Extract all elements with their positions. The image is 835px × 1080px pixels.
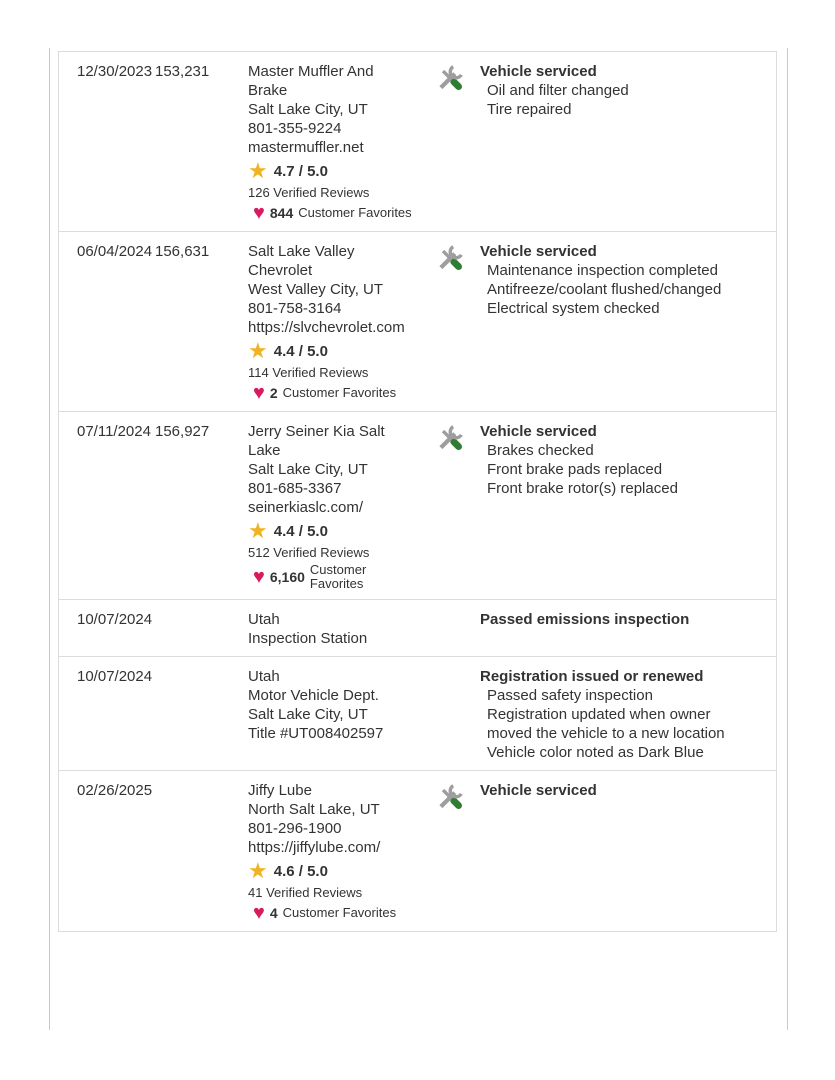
shop-address-block <box>248 62 435 157</box>
event-detail-line: Front brake pads replaced <box>487 461 663 478</box>
star-rating <box>248 859 435 883</box>
heart-icon: ♥ <box>253 902 265 924</box>
service-icon-cell <box>435 781 480 923</box>
event-detail-line: Tire repaired <box>487 101 572 118</box>
service-icon-cell <box>435 422 480 591</box>
shop-rating-block <box>248 339 435 403</box>
shop-detail-line: Lake <box>248 442 281 459</box>
shop-detail-line: West Valley City, UT <box>248 281 384 298</box>
rating-value: 4.7 / 5.0 <box>273 162 328 180</box>
event-title: Vehicle serviced <box>480 782 597 799</box>
shop-info <box>248 62 435 223</box>
shop-detail-line: Jiffy Lube <box>248 782 312 799</box>
event-detail-line: Front brake rotor(s) replaced <box>487 480 678 497</box>
shop-detail-line: Utah <box>248 668 280 685</box>
event-details <box>480 261 768 318</box>
record-comments <box>480 62 768 223</box>
shop-detail-line: Title #UT008402597 <box>248 725 384 742</box>
shop-address-block <box>248 781 435 857</box>
star-icon: ★ <box>248 338 268 363</box>
event-detail-line: Brakes checked <box>487 442 594 459</box>
customer-favorites <box>253 203 435 223</box>
customer-favorites <box>253 903 435 923</box>
wrench-screwdriver-icon <box>435 80 465 97</box>
event-details <box>480 686 768 762</box>
shop-info <box>248 610 435 648</box>
shop-rating-block <box>248 159 435 223</box>
record-mileage: 153,231 <box>155 63 210 80</box>
heart-icon: ♥ <box>253 566 265 588</box>
favorites-count: 2 <box>269 385 278 401</box>
record-date: 02/26/2025 <box>77 782 153 799</box>
favorites-count: 844 <box>269 205 294 221</box>
history-record-row <box>59 770 776 931</box>
star-icon: ★ <box>248 518 268 543</box>
heart-icon: ♥ <box>253 202 265 224</box>
favorites-label: Customer Favorites <box>298 205 412 220</box>
wrench-screwdriver-icon <box>435 440 465 457</box>
history-record-row <box>59 656 776 770</box>
event-details <box>480 441 768 498</box>
history-record-row <box>59 231 776 411</box>
shop-detail-line: 801-685-3367 <box>248 480 342 497</box>
record-mileage <box>155 610 248 648</box>
verified-reviews: 41 Verified Reviews <box>248 885 363 900</box>
shop-detail-line: 801-758-3164 <box>248 300 342 317</box>
star-rating <box>248 339 435 363</box>
vehicle-history-table <box>58 51 777 932</box>
favorites-label: Customer Favorites <box>282 905 397 920</box>
event-title: Vehicle serviced <box>480 63 597 80</box>
shop-detail-line: 801-296-1900 <box>248 820 342 837</box>
wrench-screwdriver-icon <box>435 799 465 816</box>
record-date: 06/04/2024 <box>77 243 153 260</box>
shop-detail-line: mastermuffler.net <box>248 139 364 156</box>
shop-address-block <box>248 610 435 648</box>
event-detail-line: Antifreeze/coolant flushed/changed <box>487 281 722 298</box>
heart-icon: ♥ <box>253 382 265 404</box>
customer-favorites <box>253 563 435 591</box>
favorites-label: Customer Favorites <box>309 562 367 591</box>
shop-address-block <box>248 422 435 517</box>
history-record-row <box>59 411 776 599</box>
verified-reviews: 114 Verified Reviews <box>248 365 369 380</box>
star-icon: ★ <box>248 158 268 183</box>
shop-info <box>248 422 435 591</box>
record-comments <box>480 610 768 648</box>
event-title: Vehicle serviced <box>480 423 597 440</box>
event-detail-line: Maintenance inspection completed <box>487 262 718 279</box>
star-rating <box>248 159 435 183</box>
record-mileage <box>155 667 248 762</box>
shop-detail-line: https://slvchevrolet.com <box>248 319 405 336</box>
history-record-row <box>59 599 776 656</box>
event-detail-line: Registration updated when owner moved the vehicle to a new location <box>487 706 725 742</box>
shop-detail-line: Jerry Seiner Kia Salt <box>248 423 385 440</box>
record-comments <box>480 242 768 403</box>
shop-info <box>248 667 435 762</box>
shop-detail-line: Salt Lake Valley <box>248 243 355 260</box>
shop-detail-line: Salt Lake City, UT <box>248 101 368 118</box>
wrench-screwdriver-icon <box>435 260 465 277</box>
record-comments <box>480 667 768 762</box>
rating-value: 4.6 / 5.0 <box>273 862 328 880</box>
record-date: 10/07/2024 <box>77 668 153 685</box>
service-icon-cell <box>435 610 480 648</box>
shop-detail-line: https://jiffylube.com/ <box>248 839 381 856</box>
shop-info <box>248 242 435 403</box>
record-comments <box>480 422 768 591</box>
customer-favorites <box>253 383 435 403</box>
shop-detail-line: Chevrolet <box>248 262 313 279</box>
favorites-count: 6,160 <box>269 569 305 585</box>
event-details <box>480 81 768 119</box>
event-title: Vehicle serviced <box>480 243 597 260</box>
event-detail-line: Electrical system checked <box>487 300 660 317</box>
record-mileage: 156,927 <box>155 423 210 440</box>
shop-detail-line: Master Muffler And <box>248 63 374 80</box>
rating-value: 4.4 / 5.0 <box>273 522 328 540</box>
service-icon-cell <box>435 667 480 762</box>
verified-reviews: 512 Verified Reviews <box>248 545 370 560</box>
favorites-label: Customer Favorites <box>282 385 397 400</box>
star-rating <box>248 519 435 543</box>
shop-detail-line: Salt Lake City, UT <box>248 461 368 478</box>
shop-rating-block <box>248 859 435 923</box>
record-mileage <box>155 781 248 923</box>
event-title: Passed emissions inspection <box>480 611 690 628</box>
record-date: 12/30/2023 <box>77 63 153 80</box>
record-date: 10/07/2024 <box>77 611 153 628</box>
shop-address-block <box>248 242 435 337</box>
shop-address-block <box>248 667 435 743</box>
shop-rating-block <box>248 519 435 591</box>
history-record-row <box>59 52 776 231</box>
shop-detail-line: seinerkiaslc.com/ <box>248 499 364 516</box>
service-icon-cell <box>435 242 480 403</box>
star-icon: ★ <box>248 858 268 883</box>
event-detail-line: Passed safety inspection <box>487 687 653 704</box>
event-title: Registration issued or renewed <box>480 668 704 685</box>
service-icon-cell <box>435 62 480 223</box>
shop-detail-line: 801-355-9224 <box>248 120 342 137</box>
shop-detail-line: Salt Lake City, UT <box>248 706 368 723</box>
verified-reviews: 126 Verified Reviews <box>248 185 370 200</box>
shop-detail-line: North Salt Lake, UT <box>248 801 380 818</box>
record-date: 07/11/2024 <box>77 423 151 440</box>
record-mileage: 156,631 <box>155 243 210 260</box>
event-detail-line: Vehicle color noted as Dark Blue <box>487 744 704 761</box>
shop-info <box>248 781 435 923</box>
favorites-count: 4 <box>269 905 278 921</box>
shop-detail-line: Inspection Station <box>248 630 368 647</box>
shop-detail-line: Motor Vehicle Dept. <box>248 687 379 704</box>
event-detail-line: Oil and filter changed <box>487 82 629 99</box>
shop-detail-line: Brake <box>248 82 288 99</box>
record-comments <box>480 781 768 923</box>
shop-detail-line: Utah <box>248 611 280 628</box>
rating-value: 4.4 / 5.0 <box>273 342 328 360</box>
